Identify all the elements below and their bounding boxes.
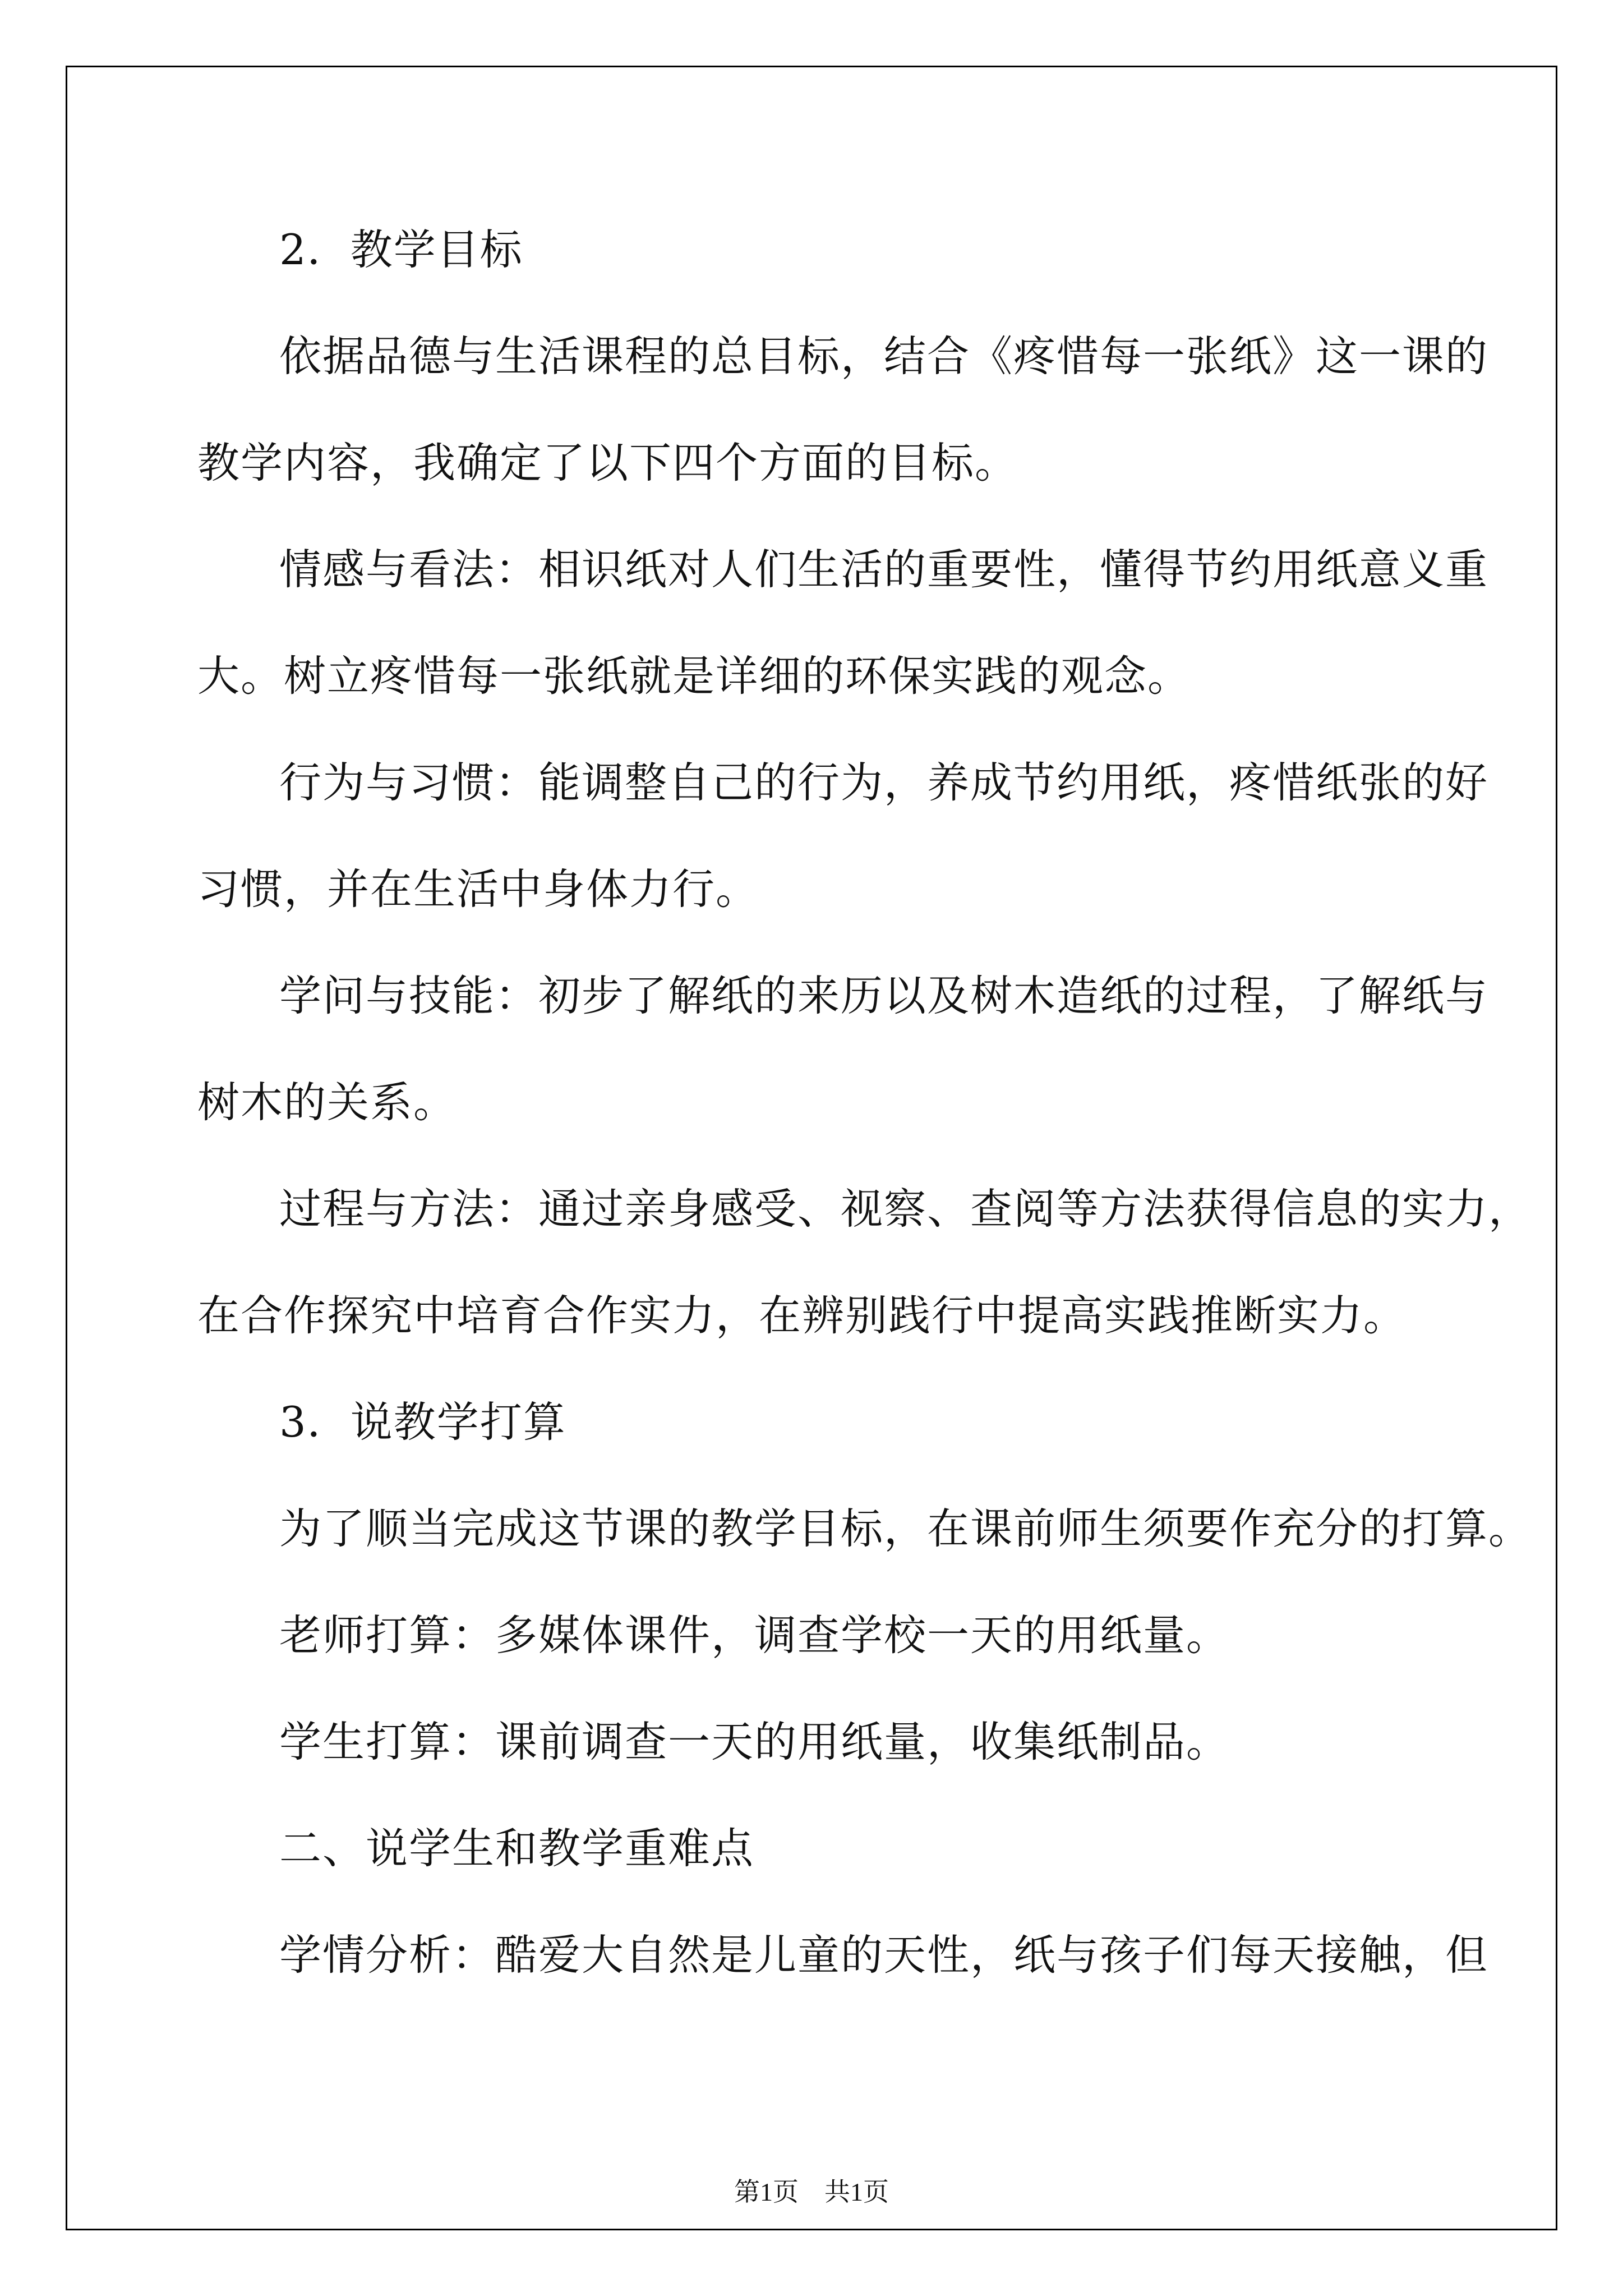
paragraph-line: 老师打算：多媒体课件，调查学校一天的用纸量。 <box>279 1611 1230 1660</box>
paragraph-line: 树木的关系。 <box>197 1078 457 1127</box>
paragraph-line: 学情分析：酷爱大自然是儿童的天性，纸与孩子们每天接触，但 <box>279 1930 1489 1980</box>
heading-teaching-goals: 2．教学目标 <box>279 225 523 274</box>
paragraph-line: 习惯，并在生活中身体力行。 <box>197 864 759 914</box>
paragraph-line: 在合作探究中培育合作实力，在辨别践行中提高实践推断实力。 <box>197 1291 1407 1340</box>
page-number-footer: 第1页 共1页 <box>734 2178 889 2206</box>
paragraph-line: 大。树立疼惜每一张纸就是详细的环保实践的观念。 <box>197 651 1191 701</box>
page-border <box>66 66 1557 2230</box>
heading-teaching-preparation: 3．说教学打算 <box>279 1397 566 1447</box>
paragraph-line: 学问与技能：初步了解纸的来历以及树木造纸的过程，了解纸与 <box>279 971 1489 1020</box>
paragraph-line: 教学内容，我确定了以下四个方面的目标。 <box>197 438 1018 487</box>
paragraph-line: 为了顺当完成这节课的教学目标，在课前师生须要作充分的打算。 <box>279 1504 1532 1553</box>
paragraph-line: 学生打算：课前调查一天的用纸量，收集纸制品。 <box>279 1717 1230 1766</box>
paragraph-line: 情感与看法：相识纸对人们生活的重要性，懂得节约用纸意义重 <box>279 545 1489 594</box>
paragraph-line: 行为与习惯：能调整自己的行为，养成节约用纸，疼惜纸张的好 <box>279 758 1489 807</box>
paragraph-line: 过程与方法：通过亲身感受、视察、查阅等方法获得信息的实力， <box>279 1184 1532 1234</box>
paragraph-line: 依据品德与生活课程的总目标，结合《疼惜每一张纸》这一课的 <box>279 332 1489 381</box>
heading-students-key-points: 二、说学生和教学重难点 <box>279 1824 755 1873</box>
